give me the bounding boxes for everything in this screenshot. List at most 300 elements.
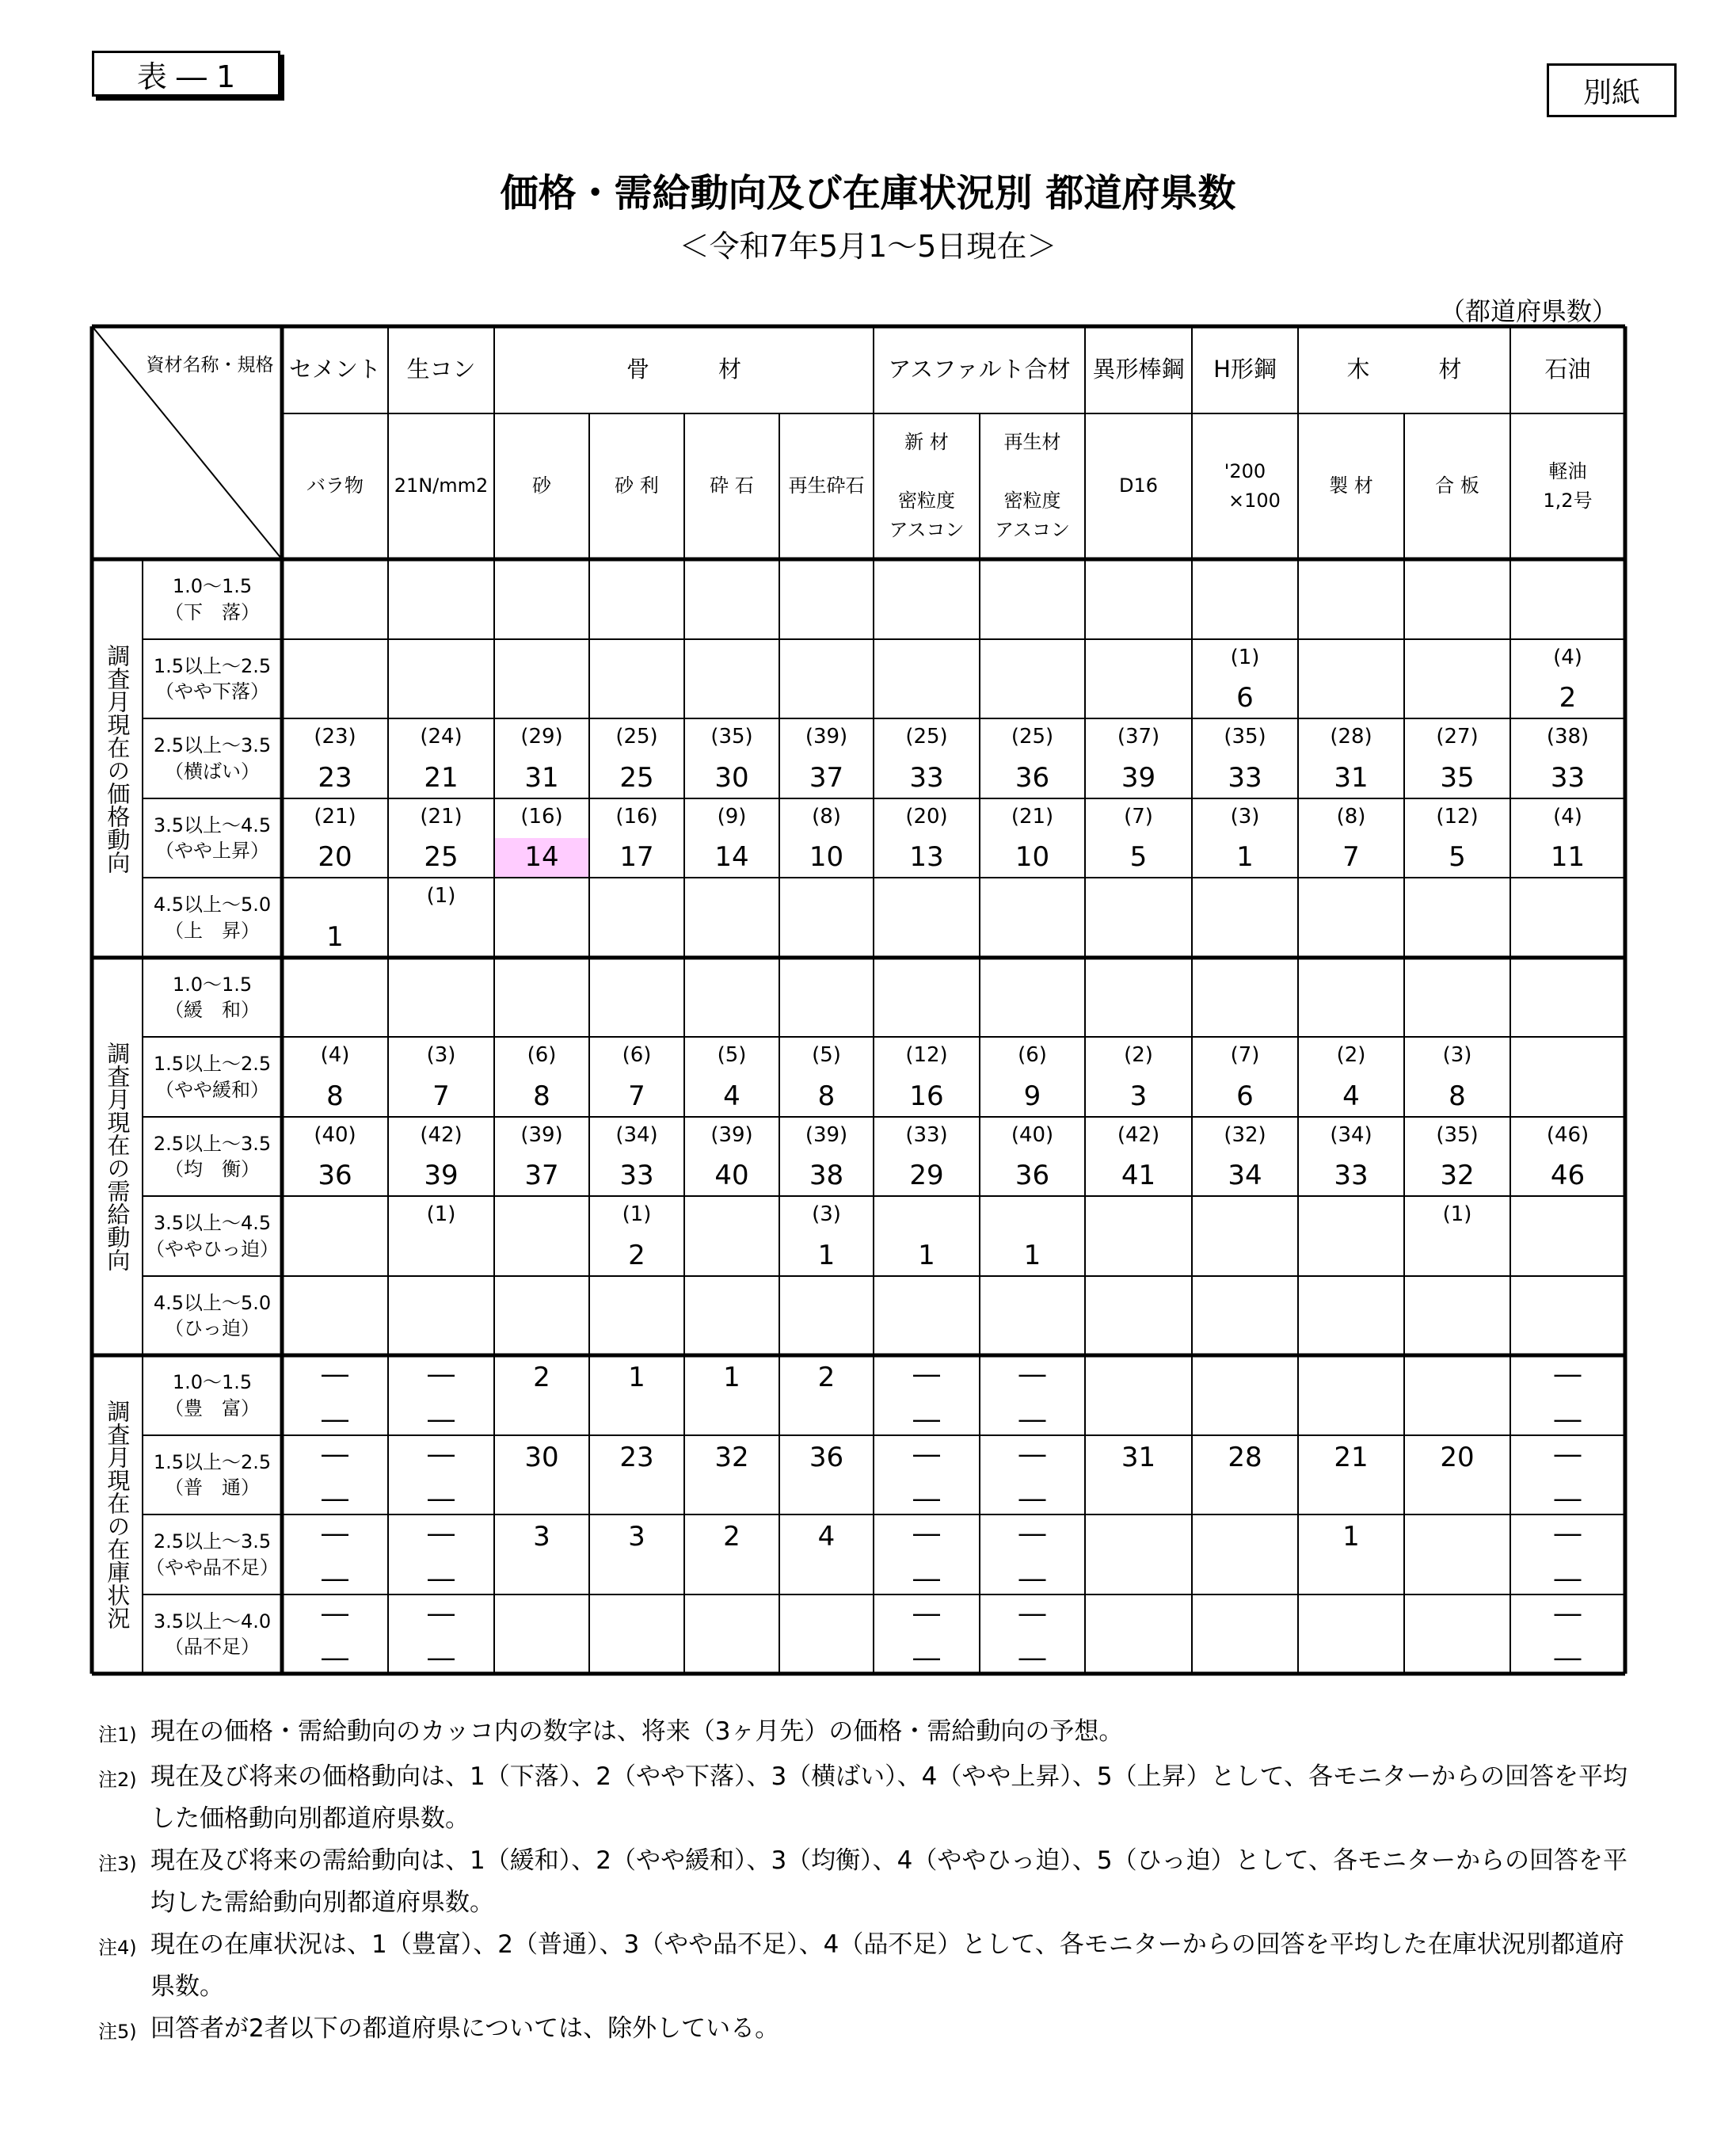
forecast-value: (35) bbox=[1436, 1123, 1479, 1147]
table-cell bbox=[1085, 1355, 1192, 1435]
table-cell bbox=[684, 1435, 779, 1514]
table-number-tag: 表 ― 1 bbox=[92, 51, 280, 97]
table-cell bbox=[980, 1196, 1085, 1276]
current-value: 23 bbox=[318, 762, 352, 794]
forecast-value: (21) bbox=[314, 805, 356, 829]
table-cell bbox=[1192, 718, 1298, 798]
table-cell bbox=[1298, 1037, 1404, 1117]
table-cell bbox=[1298, 1514, 1404, 1594]
table-cell bbox=[1192, 1435, 1298, 1514]
table-cell bbox=[980, 639, 1085, 718]
table-cell bbox=[282, 639, 388, 718]
forecast-value: (9) bbox=[717, 805, 747, 829]
forecast-value: (21) bbox=[420, 805, 463, 829]
table-cell bbox=[494, 1196, 589, 1276]
table-cell bbox=[1510, 1196, 1625, 1276]
table-cell bbox=[1085, 878, 1192, 958]
table-cell bbox=[779, 639, 874, 718]
forecast-value: (7) bbox=[1230, 1043, 1260, 1067]
table-cell bbox=[980, 718, 1085, 798]
table-cell bbox=[1085, 1117, 1192, 1196]
forecast-value: (25) bbox=[1011, 725, 1054, 749]
stock-value: 31 bbox=[1121, 1442, 1156, 1473]
current-value: 1 bbox=[1023, 1240, 1041, 1271]
table-cell bbox=[1192, 1196, 1298, 1276]
table-cell bbox=[1085, 1514, 1192, 1594]
note-item bbox=[98, 1840, 1635, 1924]
unit-label: （都道府県数） bbox=[1439, 296, 1617, 326]
table-cell bbox=[1510, 1435, 1625, 1514]
stock-value: 1 bbox=[1342, 1521, 1360, 1553]
table-cell bbox=[874, 718, 980, 798]
table-cell bbox=[684, 718, 779, 798]
row-label: 1.0～1.5 （下 落） bbox=[165, 575, 260, 623]
table-cell bbox=[779, 798, 874, 878]
table-cell bbox=[494, 1117, 589, 1196]
table-cell bbox=[1404, 1594, 1510, 1674]
forecast-value: (25) bbox=[615, 725, 658, 749]
dash-mark: ― bbox=[1554, 1404, 1582, 1435]
table-cell bbox=[1085, 639, 1192, 718]
table-cell bbox=[874, 639, 980, 718]
current-value: 39 bbox=[1121, 762, 1156, 794]
current-value: 31 bbox=[1334, 762, 1369, 794]
current-value: 10 bbox=[809, 841, 844, 873]
page-title: 価格・需給動向及び在庫状況別 都道府県数 bbox=[500, 171, 1236, 215]
table-cell bbox=[282, 1196, 388, 1276]
table-cell bbox=[684, 958, 779, 1037]
forecast-value: (6) bbox=[622, 1043, 652, 1067]
table-cell bbox=[1404, 1355, 1510, 1435]
column-subheader: 21N/mm2 bbox=[394, 474, 489, 497]
table-cell bbox=[874, 559, 980, 639]
table-cell bbox=[1404, 878, 1510, 958]
current-value: 16 bbox=[909, 1080, 944, 1112]
table-cell bbox=[1510, 958, 1625, 1037]
current-value: 17 bbox=[619, 841, 654, 873]
column-subheader: 再生材 密粒度 アスコン bbox=[994, 430, 1071, 542]
current-value: 34 bbox=[1228, 1160, 1262, 1191]
forecast-value: (38) bbox=[1546, 725, 1589, 749]
column-subheader: 砕 石 bbox=[710, 474, 754, 497]
column-header: 石油 bbox=[1544, 356, 1591, 383]
forecast-value: (4) bbox=[1553, 805, 1582, 829]
stock-value: 2 bbox=[533, 1362, 550, 1393]
current-value: 5 bbox=[1449, 841, 1466, 873]
table-cell bbox=[282, 1594, 388, 1674]
column-header: 骨 材 bbox=[626, 356, 741, 383]
table-cell bbox=[494, 718, 589, 798]
table-cell bbox=[589, 559, 684, 639]
forecast-value: (32) bbox=[1224, 1123, 1266, 1147]
dash-mark: ― bbox=[913, 1518, 940, 1549]
table-cell bbox=[980, 559, 1085, 639]
forecast-value: (39) bbox=[520, 1123, 563, 1147]
stock-value: 20 bbox=[1440, 1442, 1475, 1473]
dash-mark: ― bbox=[913, 1358, 940, 1390]
current-value: 25 bbox=[619, 762, 654, 794]
table-cell bbox=[388, 718, 494, 798]
note-item bbox=[98, 2008, 1635, 2053]
dash-mark: ― bbox=[322, 1563, 348, 1594]
current-value: 2 bbox=[628, 1240, 645, 1271]
stock-value: 3 bbox=[628, 1521, 645, 1553]
note-label: 注3) bbox=[98, 1853, 137, 1875]
note-item bbox=[98, 1756, 1635, 1840]
table-cell bbox=[684, 798, 779, 878]
stock-value: 23 bbox=[619, 1442, 654, 1473]
current-value: 13 bbox=[909, 841, 944, 873]
current-value: 37 bbox=[524, 1160, 559, 1191]
table-cell bbox=[1085, 718, 1192, 798]
table-cell bbox=[1192, 1355, 1298, 1435]
table-cell bbox=[282, 878, 388, 958]
dash-mark: ― bbox=[913, 1598, 940, 1629]
table-cell bbox=[874, 1355, 980, 1435]
table-cell bbox=[388, 798, 494, 878]
table-cell bbox=[684, 559, 779, 639]
table-cell bbox=[388, 639, 494, 718]
table-cell bbox=[874, 1276, 980, 1355]
column-subheader: 軽油 1,2号 bbox=[1543, 459, 1593, 512]
column-subheader: 合 板 bbox=[1435, 474, 1479, 497]
current-value: 36 bbox=[318, 1160, 352, 1191]
stock-value: 28 bbox=[1228, 1442, 1262, 1473]
table-cell bbox=[1510, 798, 1625, 878]
table-cell bbox=[1298, 1594, 1404, 1674]
table-cell bbox=[494, 958, 589, 1037]
current-value: 29 bbox=[909, 1160, 944, 1191]
dash-mark: ― bbox=[1018, 1518, 1046, 1549]
dash-mark: ― bbox=[913, 1404, 940, 1435]
table-cell bbox=[494, 639, 589, 718]
table-cell bbox=[1085, 1196, 1192, 1276]
current-value: 39 bbox=[424, 1160, 459, 1191]
dash-mark: ― bbox=[1018, 1563, 1046, 1594]
table-cell bbox=[980, 1514, 1085, 1594]
stock-value: 3 bbox=[533, 1521, 550, 1553]
table-cell bbox=[684, 1514, 779, 1594]
table-cell bbox=[589, 639, 684, 718]
table-cell bbox=[1085, 1037, 1192, 1117]
note-text: 現在及び将来の価格動向は、1（下落）、2（やや下落）、3（横ばい）、4（やや上昇）、5（上昇）として、各モニターからの回答を平均した価格動向別都道府県数。 bbox=[150, 1762, 1628, 1833]
forecast-value: (21) bbox=[1011, 805, 1054, 829]
forecast-value: (5) bbox=[812, 1043, 841, 1067]
note-label: 注5) bbox=[98, 2021, 137, 2043]
table-cell bbox=[1298, 878, 1404, 958]
table-cell bbox=[1404, 798, 1510, 878]
column-header: H形鋼 bbox=[1213, 356, 1277, 383]
forecast-value: (16) bbox=[520, 805, 563, 829]
note-label: 注2) bbox=[98, 1769, 137, 1791]
current-value: 7 bbox=[1342, 841, 1360, 873]
row-label: 2.5以上～3.5 （均 衡） bbox=[153, 1132, 272, 1180]
table-cell bbox=[589, 718, 684, 798]
forecast-value: (8) bbox=[1336, 805, 1366, 829]
current-value: 3 bbox=[1129, 1080, 1148, 1112]
forecast-value: (1) bbox=[1442, 1202, 1472, 1226]
table-cell bbox=[1085, 1276, 1192, 1355]
current-value: 36 bbox=[1015, 762, 1050, 794]
table-cell bbox=[494, 1276, 589, 1355]
table-cell bbox=[589, 878, 684, 958]
table-cell bbox=[980, 1037, 1085, 1117]
table-cell bbox=[1404, 1037, 1510, 1117]
stock-value: 30 bbox=[524, 1442, 559, 1473]
forecast-value: (16) bbox=[615, 805, 658, 829]
table-cell bbox=[1192, 798, 1298, 878]
table-cell bbox=[282, 798, 388, 878]
dash-mark: ― bbox=[1554, 1438, 1582, 1470]
stock-value: 21 bbox=[1334, 1442, 1369, 1473]
dash-mark: ― bbox=[1018, 1598, 1046, 1629]
forecast-value: (2) bbox=[1124, 1043, 1153, 1067]
current-value: 2 bbox=[1559, 682, 1577, 714]
table-cell bbox=[388, 1594, 494, 1674]
current-value: 14 bbox=[524, 841, 559, 873]
table-cell bbox=[1298, 718, 1404, 798]
current-value: 4 bbox=[723, 1080, 740, 1112]
table-cell bbox=[779, 559, 874, 639]
table-cell bbox=[589, 1514, 684, 1594]
table-cell bbox=[1298, 1435, 1404, 1514]
table-cell bbox=[1404, 718, 1510, 798]
row-label: 4.5以上～5.0 （ひっ迫） bbox=[153, 1291, 272, 1339]
dash-mark: ― bbox=[913, 1642, 940, 1674]
table-cell bbox=[779, 1276, 874, 1355]
table-cell bbox=[779, 1196, 874, 1276]
forecast-value: (3) bbox=[426, 1043, 456, 1067]
table-cell bbox=[589, 958, 684, 1037]
table-cell bbox=[779, 1355, 874, 1435]
forecast-value: (27) bbox=[1436, 725, 1479, 749]
row-label: 2.5以上～3.5 （やや品不足） bbox=[146, 1530, 279, 1579]
row-label: 3.5以上～4.0 （品不足） bbox=[153, 1610, 272, 1658]
table-cell bbox=[1510, 1594, 1625, 1674]
column-header: 生コン bbox=[406, 356, 476, 383]
forecast-value: (39) bbox=[805, 1123, 848, 1147]
dash-mark: ― bbox=[322, 1404, 348, 1435]
forecast-value: (40) bbox=[1011, 1123, 1054, 1147]
note-item bbox=[98, 1711, 1635, 1756]
dash-mark: ― bbox=[428, 1404, 455, 1435]
table-cell bbox=[589, 1037, 684, 1117]
table-cell bbox=[1085, 1435, 1192, 1514]
table-cell bbox=[1298, 1196, 1404, 1276]
table-cell bbox=[1192, 1117, 1298, 1196]
current-value: 33 bbox=[1334, 1160, 1369, 1191]
current-value: 11 bbox=[1550, 841, 1586, 873]
note-label: 注1) bbox=[98, 1724, 137, 1746]
column-subheader: 製 材 bbox=[1329, 474, 1373, 497]
table-cell bbox=[980, 958, 1085, 1037]
table-cell bbox=[589, 798, 684, 878]
forecast-value: (1) bbox=[622, 1202, 652, 1226]
table-cell bbox=[980, 1355, 1085, 1435]
current-value: 46 bbox=[1550, 1160, 1586, 1191]
table-cell bbox=[494, 878, 589, 958]
dash-mark: ― bbox=[322, 1642, 348, 1674]
forecast-value: (8) bbox=[812, 805, 841, 829]
forecast-value: (25) bbox=[905, 725, 948, 749]
table-cell bbox=[874, 1117, 980, 1196]
current-value: 7 bbox=[432, 1080, 450, 1112]
stock-value: 32 bbox=[714, 1442, 749, 1473]
dash-mark: ― bbox=[1018, 1358, 1046, 1390]
table-cell bbox=[684, 1276, 779, 1355]
table-cell bbox=[980, 1117, 1085, 1196]
table-cell bbox=[1298, 639, 1404, 718]
table-cell bbox=[1404, 639, 1510, 718]
current-value: 20 bbox=[318, 841, 352, 873]
table-cell bbox=[1404, 1435, 1510, 1514]
table-cell bbox=[1404, 1276, 1510, 1355]
current-value: 36 bbox=[1015, 1160, 1050, 1191]
row-label: 2.5以上～3.5 （横ばい） bbox=[153, 734, 272, 783]
current-value: 21 bbox=[424, 762, 459, 794]
column-header: セメント bbox=[288, 356, 381, 383]
dash-mark: ― bbox=[913, 1483, 940, 1514]
row-label: 1.0～1.5 （豊 富） bbox=[165, 1371, 260, 1419]
current-value: 30 bbox=[714, 762, 749, 794]
forecast-value: (2) bbox=[1336, 1043, 1366, 1067]
table-cell bbox=[1192, 1276, 1298, 1355]
table-cell bbox=[388, 1355, 494, 1435]
column-subheader: バラ物 bbox=[306, 474, 364, 497]
table-cell bbox=[1510, 878, 1625, 958]
forecast-value: (42) bbox=[1117, 1123, 1160, 1147]
current-value: 41 bbox=[1121, 1160, 1156, 1191]
forecast-value: (39) bbox=[805, 725, 848, 749]
stock-value: 1 bbox=[628, 1362, 645, 1393]
table-cell bbox=[1192, 559, 1298, 639]
table-cell bbox=[779, 878, 874, 958]
table-cell bbox=[388, 1514, 494, 1594]
current-value: 14 bbox=[714, 841, 749, 873]
forecast-value: (37) bbox=[1117, 725, 1160, 749]
note-label: 注4) bbox=[98, 1937, 137, 1959]
current-value: 33 bbox=[619, 1160, 654, 1191]
dash-mark: ― bbox=[1554, 1563, 1582, 1594]
forecast-value: (12) bbox=[1436, 805, 1479, 829]
table-cell bbox=[282, 718, 388, 798]
dash-mark: ― bbox=[428, 1563, 455, 1594]
forecast-value: (1) bbox=[426, 1202, 456, 1226]
table-cell bbox=[1085, 559, 1192, 639]
current-value: 38 bbox=[809, 1160, 844, 1191]
stock-value: 2 bbox=[723, 1521, 740, 1553]
dash-mark: ― bbox=[428, 1598, 455, 1629]
table-cell bbox=[1298, 559, 1404, 639]
dash-mark: ― bbox=[322, 1598, 348, 1629]
forecast-value: (34) bbox=[1330, 1123, 1372, 1147]
table-cell bbox=[282, 1037, 388, 1117]
forecast-value: (3) bbox=[1230, 805, 1260, 829]
table-cell bbox=[684, 878, 779, 958]
dash-mark: ― bbox=[428, 1438, 455, 1470]
dash-mark: ― bbox=[913, 1438, 940, 1470]
table-cell bbox=[684, 1037, 779, 1117]
current-value: 6 bbox=[1236, 682, 1254, 714]
table-cell bbox=[589, 1594, 684, 1674]
table-cell bbox=[874, 958, 980, 1037]
table-cell bbox=[1085, 958, 1192, 1037]
table-cell bbox=[494, 798, 589, 878]
column-header: 木 材 bbox=[1346, 356, 1462, 383]
column-subheader: 砂 bbox=[532, 474, 551, 497]
table-cell bbox=[388, 1037, 494, 1117]
row-label: 1.5以上～2.5 （やや下落） bbox=[153, 654, 272, 703]
table-cell bbox=[980, 798, 1085, 878]
column-header: アスファルト合材 bbox=[888, 356, 1071, 383]
table-cell bbox=[388, 559, 494, 639]
current-value: 4 bbox=[1342, 1080, 1360, 1112]
dash-mark: ― bbox=[1554, 1358, 1582, 1390]
table-cell bbox=[589, 1196, 684, 1276]
current-value: 6 bbox=[1236, 1080, 1254, 1112]
table-cell bbox=[684, 1196, 779, 1276]
note-text: 回答者が2者以下の都道府県については、除外している。 bbox=[150, 2014, 780, 2043]
table-cell bbox=[874, 1196, 980, 1276]
column-subheader: 新 材 密粒度 アスコン bbox=[889, 430, 965, 542]
attachment-label: 別紙 bbox=[1547, 63, 1677, 117]
table-cell bbox=[1404, 958, 1510, 1037]
current-value: 33 bbox=[909, 762, 944, 794]
dash-mark: ― bbox=[322, 1438, 348, 1470]
table-cell bbox=[589, 1435, 684, 1514]
dash-mark: ― bbox=[1018, 1438, 1046, 1470]
stock-value: 36 bbox=[809, 1442, 844, 1473]
table-cell bbox=[684, 639, 779, 718]
table-cell bbox=[1510, 1037, 1625, 1117]
forecast-value: (33) bbox=[905, 1123, 948, 1147]
table-cell bbox=[874, 1594, 980, 1674]
current-value: 40 bbox=[714, 1160, 749, 1191]
current-value: 31 bbox=[524, 762, 559, 794]
table-cell bbox=[779, 958, 874, 1037]
table-cell bbox=[589, 1117, 684, 1196]
table-cell bbox=[1192, 1037, 1298, 1117]
stock-value: 2 bbox=[817, 1362, 836, 1393]
forecast-value: (39) bbox=[710, 1123, 753, 1147]
forecast-value: (23) bbox=[314, 725, 356, 749]
table-cell bbox=[589, 1276, 684, 1355]
row-label: 3.5以上～4.5 （やや上昇） bbox=[153, 813, 272, 862]
row-label: 1.5以上～2.5 （普 通） bbox=[153, 1450, 272, 1499]
table-cell bbox=[980, 1435, 1085, 1514]
table-cell bbox=[1510, 559, 1625, 639]
row-label: 1.0～1.5 （緩 和） bbox=[165, 973, 260, 1021]
dash-mark: ― bbox=[1554, 1642, 1582, 1674]
dash-mark: ― bbox=[1018, 1404, 1046, 1435]
dash-mark: ― bbox=[428, 1358, 455, 1390]
current-value: 8 bbox=[1449, 1080, 1466, 1112]
column-subheader: 砂 利 bbox=[615, 474, 659, 497]
current-value: 10 bbox=[1015, 841, 1050, 873]
forecast-value: (6) bbox=[527, 1043, 557, 1067]
row-label: 3.5以上～4.5 （ややひっ迫） bbox=[146, 1212, 279, 1260]
current-value: 9 bbox=[1023, 1080, 1041, 1112]
current-value: 8 bbox=[533, 1080, 550, 1112]
forecast-value: (7) bbox=[1124, 805, 1153, 829]
table-cell bbox=[874, 878, 980, 958]
table-cell bbox=[282, 1117, 388, 1196]
table-cell bbox=[1085, 1594, 1192, 1674]
dash-mark: ― bbox=[1554, 1483, 1582, 1514]
table-cell bbox=[1510, 1514, 1625, 1594]
notes bbox=[98, 1711, 1635, 2053]
dash-mark: ― bbox=[428, 1642, 455, 1674]
